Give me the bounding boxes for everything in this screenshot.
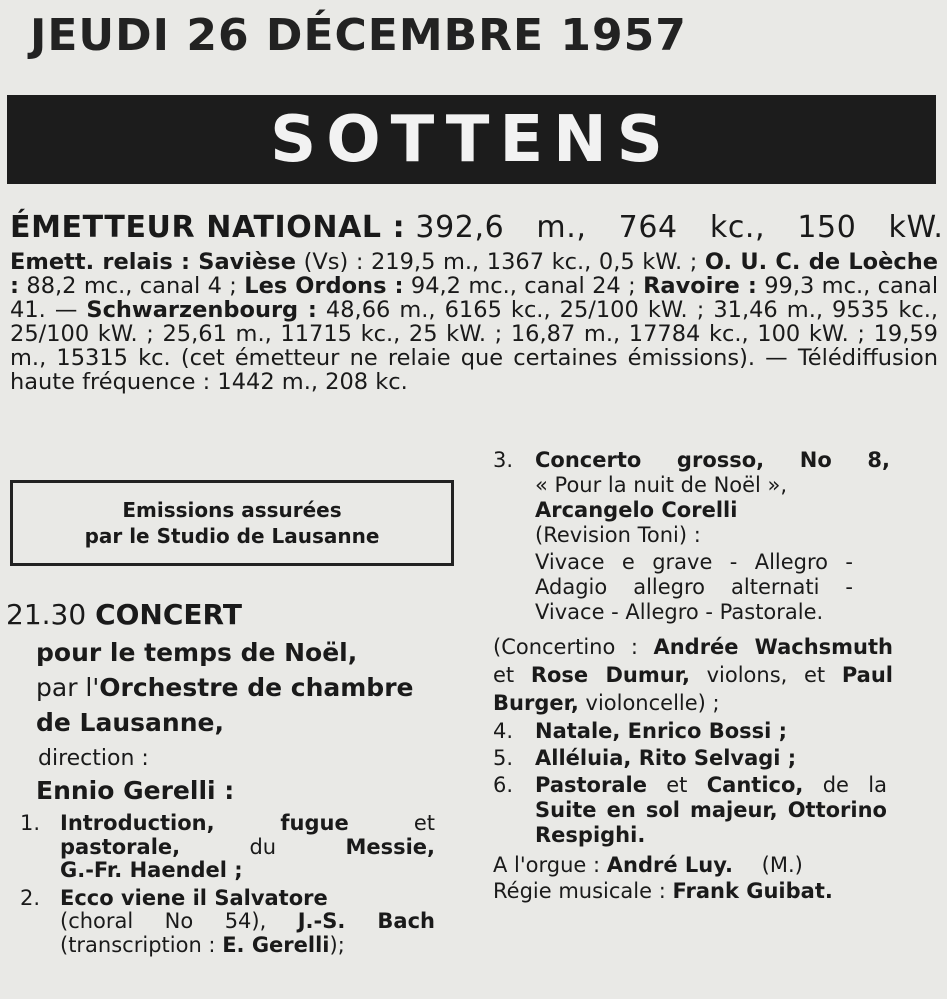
schwarzenbourg-text: 48,66 m., 6165 kc., 25/100 kW. ; 31,46 m., 9535 kc., 25/100 kW. ; 25,61 m., 11715 kc., 25 kW. ; 16,87 m., 17784 kc., 100 kW. ; 19,59 m., 15315 kc. (cet émetteur ne relaie que certaines émissions). — Télédiffusion haute fréquence : 1442 m., 208 kc. bbox=[10, 297, 939, 395]
studio-box-line1: Emissions assurées bbox=[122, 498, 342, 522]
national-transmitter-label: ÉMETTEUR NATIONAL : bbox=[10, 210, 406, 245]
regie-name: Frank Guibat. bbox=[672, 879, 833, 903]
concertino-name1: Andrée Wachsmuth bbox=[653, 635, 893, 659]
ravoire-text: 99,3 mc., canal 41. — bbox=[10, 273, 939, 323]
program-subtitle bbox=[0, 635, 470, 670]
ouc-text: 88,2 mc., canal 4 ; bbox=[26, 273, 237, 299]
program-orchestra-line2 bbox=[0, 705, 470, 740]
national-transmitter bbox=[10, 210, 944, 245]
regie-label: Régie musicale : bbox=[493, 879, 673, 903]
relais-text: (Vs) : 219,5 m., 1367 kc., 0,5 kW. ; bbox=[303, 249, 698, 275]
program-left-column bbox=[0, 595, 470, 957]
program-item-5 bbox=[493, 746, 938, 771]
item1-du: du bbox=[180, 834, 346, 859]
program-item-1 bbox=[0, 812, 435, 883]
item3-movements: Vivace e grave - Allegro - Adagio allegro alternati - Vivace - Allegro - Pastorale. bbox=[535, 550, 853, 624]
item-number: 3. bbox=[493, 448, 514, 472]
item-text bbox=[535, 448, 938, 548]
item-number: 4. bbox=[493, 719, 514, 743]
orchestra-name-2: de Lausanne, bbox=[36, 708, 224, 737]
schwarzenbourg-label: Schwarzenbourg : bbox=[86, 297, 317, 323]
orchestra-name-1: Orchestre de chambre bbox=[99, 673, 414, 702]
ordons-label: Les Ordons : bbox=[244, 273, 404, 299]
item-text bbox=[60, 887, 435, 958]
program-by: par l' bbox=[36, 673, 100, 702]
item2-arranger: E. Gerelli bbox=[222, 932, 330, 957]
concertino-role2: violoncelle) ; bbox=[578, 691, 720, 715]
item6-suite: Suite en sol majeur, Ottorino Respighi. bbox=[535, 798, 887, 847]
organ-credit bbox=[493, 852, 938, 878]
program-direction: direction : bbox=[38, 746, 149, 771]
studio-box bbox=[10, 480, 454, 566]
program-right-column bbox=[493, 448, 938, 904]
organ-tag: (M.) bbox=[761, 853, 803, 877]
program-subtitle-text: pour le temps de Noël, bbox=[36, 638, 358, 667]
item2-composer: J.-S. Bach bbox=[297, 909, 436, 933]
organ-label: A l'orgue : bbox=[493, 853, 607, 877]
item6-pastorale: Pastorale bbox=[535, 773, 647, 797]
regie-credit bbox=[493, 878, 888, 904]
item1-et: et bbox=[348, 811, 435, 835]
item1-messie: Messie, bbox=[345, 834, 435, 859]
item2-end: ); bbox=[329, 932, 345, 957]
program-item-3 bbox=[493, 448, 938, 548]
concertino bbox=[493, 633, 893, 717]
ouc-label: O. U. C. de Loèche : bbox=[10, 249, 939, 299]
item2-title: Ecco viene il Salvatore bbox=[60, 885, 328, 910]
item6-de-la: de la bbox=[803, 773, 887, 797]
program-item-6 bbox=[493, 773, 938, 848]
item-number: 2. bbox=[20, 885, 41, 910]
item1-composer: G.-Fr. Haendel ; bbox=[60, 858, 243, 882]
item-text bbox=[60, 812, 435, 883]
program-title: CONCERT bbox=[95, 598, 242, 631]
concertino-open: (Concertino : bbox=[493, 635, 654, 659]
organ-name: André Luy. bbox=[606, 853, 733, 877]
studio-box-line2: par le Studio de Lausanne bbox=[84, 524, 380, 548]
concertino-name3: Paul Burger, bbox=[493, 663, 893, 715]
item3-composer: Arcangelo Corelli bbox=[535, 498, 738, 522]
item-text: Natale, Enrico Bossi ; bbox=[535, 719, 788, 743]
date-heading: JEUDI 26 DÉCEMBRE 1957 bbox=[30, 10, 687, 61]
item1-title: Introduction, fugue bbox=[60, 811, 349, 835]
item-number: 1. bbox=[20, 811, 41, 835]
program-orchestra-line1 bbox=[0, 670, 470, 705]
item2-choral: (choral No 54), bbox=[60, 909, 298, 933]
relais-label: Emett. relais : Savièse bbox=[10, 249, 296, 275]
item-number: 6. bbox=[493, 773, 514, 797]
ordons-text: 94,2 mc., canal 24 ; bbox=[410, 273, 636, 299]
program-time: 21.30 bbox=[6, 598, 87, 631]
program-time-title bbox=[0, 595, 470, 635]
station-name: SOTTENS bbox=[270, 102, 673, 177]
item-text: Alléluia, Rito Selvagi ; bbox=[535, 746, 797, 770]
item2-transcription: (transcription : bbox=[60, 932, 223, 957]
transmitter-details bbox=[10, 250, 938, 394]
item3-title: Concerto grosso, No 8, bbox=[535, 448, 890, 472]
concertino-and: et bbox=[493, 663, 531, 687]
concertino-name2: Rose Dumur, bbox=[530, 663, 690, 687]
item-number: 5. bbox=[493, 746, 514, 770]
program-item-4 bbox=[493, 719, 938, 744]
concertino-role1: violons, et bbox=[689, 663, 842, 687]
program-conductor bbox=[0, 774, 470, 808]
station-banner bbox=[7, 95, 936, 184]
item6-et: et bbox=[646, 773, 707, 797]
item-text bbox=[535, 773, 887, 848]
item3-revision: (Revision Toni) : bbox=[535, 523, 701, 547]
ravoire-label: Ravoire : bbox=[643, 273, 757, 299]
item6-cantico: Cantico, bbox=[706, 773, 804, 797]
program-item-2 bbox=[0, 887, 435, 958]
item3-subtitle: « Pour la nuit de Noël », bbox=[535, 473, 788, 497]
conductor-name: Ennio Gerelli : bbox=[36, 776, 235, 805]
national-transmitter-values: 392,6 m., 764 kc., 150 kW. bbox=[415, 210, 944, 245]
item1-pastorale: pastorale, bbox=[60, 834, 181, 859]
